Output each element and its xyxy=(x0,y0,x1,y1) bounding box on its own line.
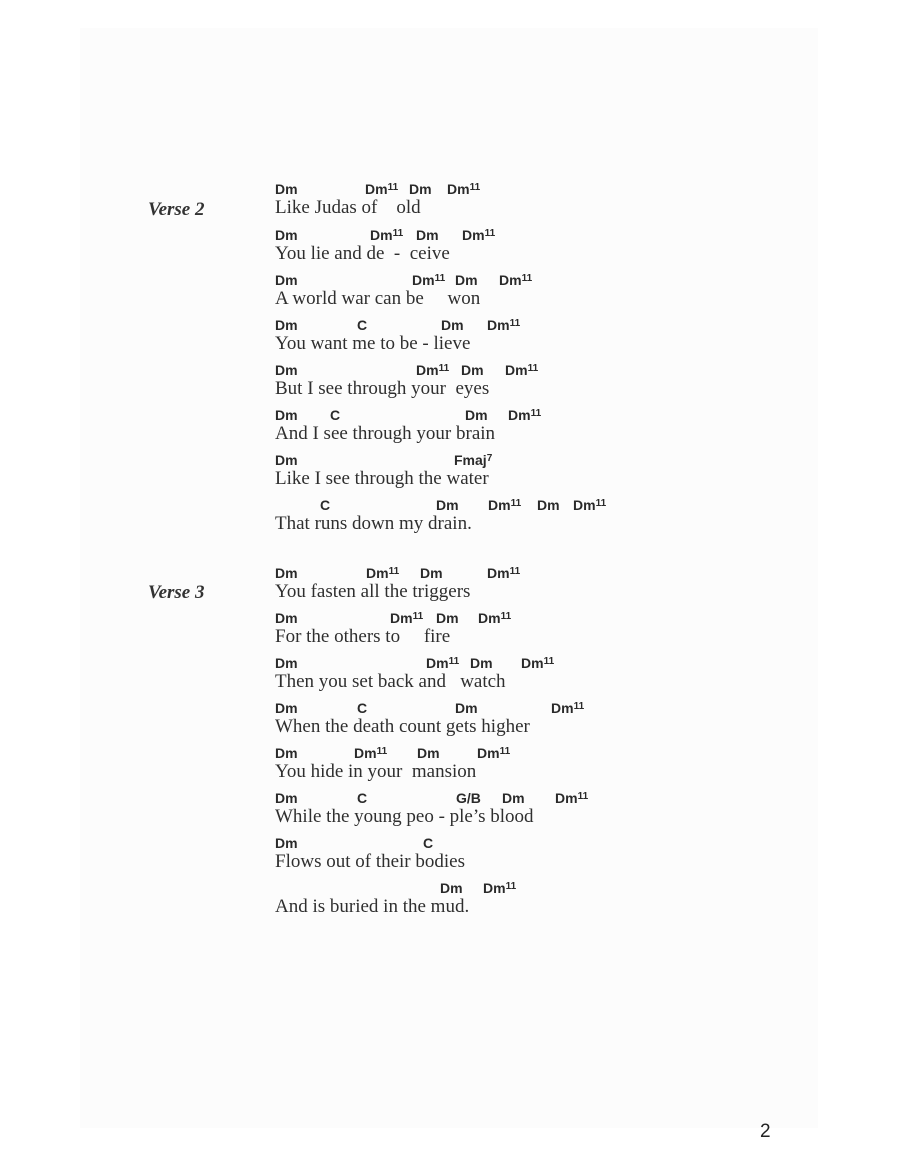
chord-symbol xyxy=(551,700,584,716)
chord-root: Dm xyxy=(537,497,560,513)
chord-root: C xyxy=(357,790,368,806)
chord-symbol xyxy=(478,610,511,626)
chord-root: Dm xyxy=(483,880,506,896)
chord-root: G/B xyxy=(456,790,481,806)
chord-symbol xyxy=(275,700,298,716)
chord-root: Dm xyxy=(555,790,578,806)
chord-symbol xyxy=(412,272,445,288)
lyric-line: And I see through your brain xyxy=(275,423,496,444)
chord-symbol xyxy=(521,655,554,671)
chord-symbol xyxy=(275,790,298,806)
chord-root: Dm xyxy=(441,317,464,333)
chord-root: Dm xyxy=(275,610,298,626)
chord-symbol xyxy=(426,655,459,671)
chord-symbol xyxy=(275,655,298,671)
chord-symbol xyxy=(275,610,298,626)
chord-symbol xyxy=(366,565,399,581)
chord-root: Dm xyxy=(455,272,478,288)
lyric-line: Flows out of their bodies xyxy=(275,851,465,872)
lyric-line: You fasten all the triggers xyxy=(275,581,471,602)
chord-root: Dm xyxy=(551,700,574,716)
chord-root: Dm xyxy=(275,700,298,716)
chord-extension: 11 xyxy=(484,228,496,239)
chord-root: Dm xyxy=(447,181,470,197)
lyric-line: You hide in your mansion xyxy=(275,761,477,782)
chord-root: Dm xyxy=(275,407,298,423)
chord-symbol xyxy=(462,227,495,243)
chord-symbol xyxy=(416,227,439,243)
chord-root: Dm xyxy=(412,272,435,288)
chord-symbol xyxy=(275,181,298,197)
chord-root: Dm xyxy=(488,497,511,513)
chord-extension: 11 xyxy=(543,656,555,667)
chord-symbol xyxy=(461,362,484,378)
chord-symbol xyxy=(436,497,459,513)
lyric-line: But I see through your eyes xyxy=(275,378,490,399)
chord-root: C xyxy=(357,700,368,716)
chord-root: Dm xyxy=(275,565,298,581)
chord-symbol xyxy=(275,227,298,243)
lyric-line: For the others to fire xyxy=(275,626,451,647)
chord-extension: 11 xyxy=(595,498,607,509)
lyric-line: And is buried in the mud. xyxy=(275,896,470,917)
chord-symbol xyxy=(409,181,432,197)
page-number: 2 xyxy=(760,1121,771,1142)
chord-root: Dm xyxy=(275,317,298,333)
chord-extension: 11 xyxy=(505,881,517,892)
chord-symbol xyxy=(465,407,488,423)
lyric-line: When the death count gets higher xyxy=(275,716,530,737)
chord-root: Dm xyxy=(275,362,298,378)
chord-extension: 11 xyxy=(412,611,424,622)
chord-extension: 11 xyxy=(577,791,589,802)
chord-symbol xyxy=(416,362,449,378)
chord-symbol xyxy=(275,362,298,378)
chord-symbol xyxy=(390,610,423,626)
chord-symbol xyxy=(447,181,480,197)
chord-root: Dm xyxy=(470,655,493,671)
chord-symbol xyxy=(370,227,403,243)
chord-symbol xyxy=(417,745,440,761)
chord-root: Dm xyxy=(275,790,298,806)
chord-root: Dm xyxy=(487,565,510,581)
chord-root: Dm xyxy=(416,362,439,378)
chord-root: Dm xyxy=(436,497,459,513)
chord-symbol xyxy=(537,497,560,513)
chord-extension: 11 xyxy=(469,182,481,193)
chord-root: Dm xyxy=(521,655,544,671)
chord-extension: 11 xyxy=(448,656,460,667)
chord-symbol xyxy=(455,272,478,288)
chord-root: Dm xyxy=(365,181,388,197)
chord-symbol xyxy=(508,407,541,423)
chord-root: Dm xyxy=(275,655,298,671)
chord-symbol xyxy=(487,317,520,333)
chord-root: C xyxy=(357,317,368,333)
chord-symbol xyxy=(275,745,298,761)
chord-symbol xyxy=(357,790,367,806)
chord-extension: 11 xyxy=(510,498,522,509)
chord-extension: 11 xyxy=(509,566,521,577)
lyric-line: A world war can be won xyxy=(275,288,481,309)
chord-root: Dm xyxy=(354,745,377,761)
chord-root: Dm xyxy=(502,790,525,806)
chord-root: Dm xyxy=(573,497,596,513)
lyric-line: That runs down my drain. xyxy=(275,513,472,534)
lyric-line: You lie and de - ceive xyxy=(275,243,450,264)
chord-extension: 11 xyxy=(434,273,446,284)
chord-root: Dm xyxy=(275,227,298,243)
chord-root: Dm xyxy=(461,362,484,378)
chord-symbol xyxy=(488,497,521,513)
chord-root: Dm xyxy=(390,610,413,626)
chord-symbol xyxy=(275,452,298,468)
chord-symbol xyxy=(440,880,463,896)
chord-root: Dm xyxy=(409,181,432,197)
chord-root: Dm xyxy=(426,655,449,671)
chord-symbol xyxy=(354,745,387,761)
chord-root: Dm xyxy=(508,407,531,423)
chord-symbol xyxy=(423,835,433,851)
chord-root: Dm xyxy=(275,452,298,468)
chord-symbol xyxy=(330,407,340,423)
chord-root: Dm xyxy=(487,317,510,333)
chord-symbol xyxy=(477,745,510,761)
chord-symbol xyxy=(357,700,367,716)
chord-symbol xyxy=(483,880,516,896)
chord-symbol xyxy=(456,790,481,806)
chord-root: Dm xyxy=(370,227,393,243)
chord-symbol xyxy=(505,362,538,378)
chord-root: Dm xyxy=(478,610,501,626)
verse-3-label: Verse 3 xyxy=(148,582,205,603)
chord-extension: 11 xyxy=(388,566,400,577)
chord-root: Dm xyxy=(275,745,298,761)
chord-extension: 11 xyxy=(438,363,450,374)
chord-root: Dm xyxy=(462,227,485,243)
chord-symbol xyxy=(275,272,298,288)
chord-root: Dm xyxy=(499,272,522,288)
chord-symbol xyxy=(441,317,464,333)
chord-extension: 11 xyxy=(387,182,399,193)
chord-root: Dm xyxy=(465,407,488,423)
chord-root: Dm xyxy=(366,565,389,581)
chord-extension: 11 xyxy=(392,228,404,239)
chord-root: Dm xyxy=(455,700,478,716)
chord-symbol xyxy=(573,497,606,513)
chord-symbol xyxy=(357,317,367,333)
chord-symbol xyxy=(470,655,493,671)
chord-root: C xyxy=(330,407,341,423)
chord-extension: 11 xyxy=(499,746,511,757)
chord-symbol xyxy=(436,610,459,626)
chord-symbol xyxy=(502,790,525,806)
chord-symbol xyxy=(499,272,532,288)
lyric-line: You want me to be - lieve xyxy=(275,333,471,354)
chord-extension: 11 xyxy=(573,701,585,712)
verse-2-label: Verse 2 xyxy=(148,199,205,220)
chord-symbol xyxy=(420,565,443,581)
chord-root: Dm xyxy=(416,227,439,243)
chord-root: Dm xyxy=(436,610,459,626)
chord-symbol xyxy=(320,497,330,513)
chord-root: Dm xyxy=(275,835,298,851)
chord-root: Dm xyxy=(477,745,500,761)
chord-extension: 11 xyxy=(527,363,539,374)
chord-extension: 7 xyxy=(486,453,493,464)
chord-root: Dm xyxy=(505,362,528,378)
chord-root: C xyxy=(320,497,331,513)
chord-symbol xyxy=(275,565,298,581)
chord-root: Dm xyxy=(275,181,298,197)
chord-extension: 11 xyxy=(530,408,542,419)
chord-symbol xyxy=(487,565,520,581)
chord-root: Dm xyxy=(440,880,463,896)
chord-symbol xyxy=(454,452,492,468)
lyric-line: Then you set back and watch xyxy=(275,671,506,692)
chord-root: Dm xyxy=(420,565,443,581)
chord-symbol xyxy=(455,700,478,716)
chord-extension: 11 xyxy=(376,746,388,757)
lyric-line: Like Judas of old xyxy=(275,197,421,218)
chord-symbol xyxy=(275,317,298,333)
chord-extension: 11 xyxy=(509,318,521,329)
lyric-line: Like I see through the water xyxy=(275,468,489,489)
lyric-line: While the young peo - ple’s blood xyxy=(275,806,534,827)
chord-root: Fmaj xyxy=(454,452,487,468)
chord-root: C xyxy=(423,835,434,851)
chord-symbol xyxy=(365,181,398,197)
chord-root: Dm xyxy=(417,745,440,761)
chord-symbol xyxy=(275,407,298,423)
chord-extension: 11 xyxy=(521,273,533,284)
chord-root: Dm xyxy=(275,272,298,288)
chord-symbol xyxy=(275,835,298,851)
chord-symbol xyxy=(555,790,588,806)
chord-extension: 11 xyxy=(500,611,512,622)
